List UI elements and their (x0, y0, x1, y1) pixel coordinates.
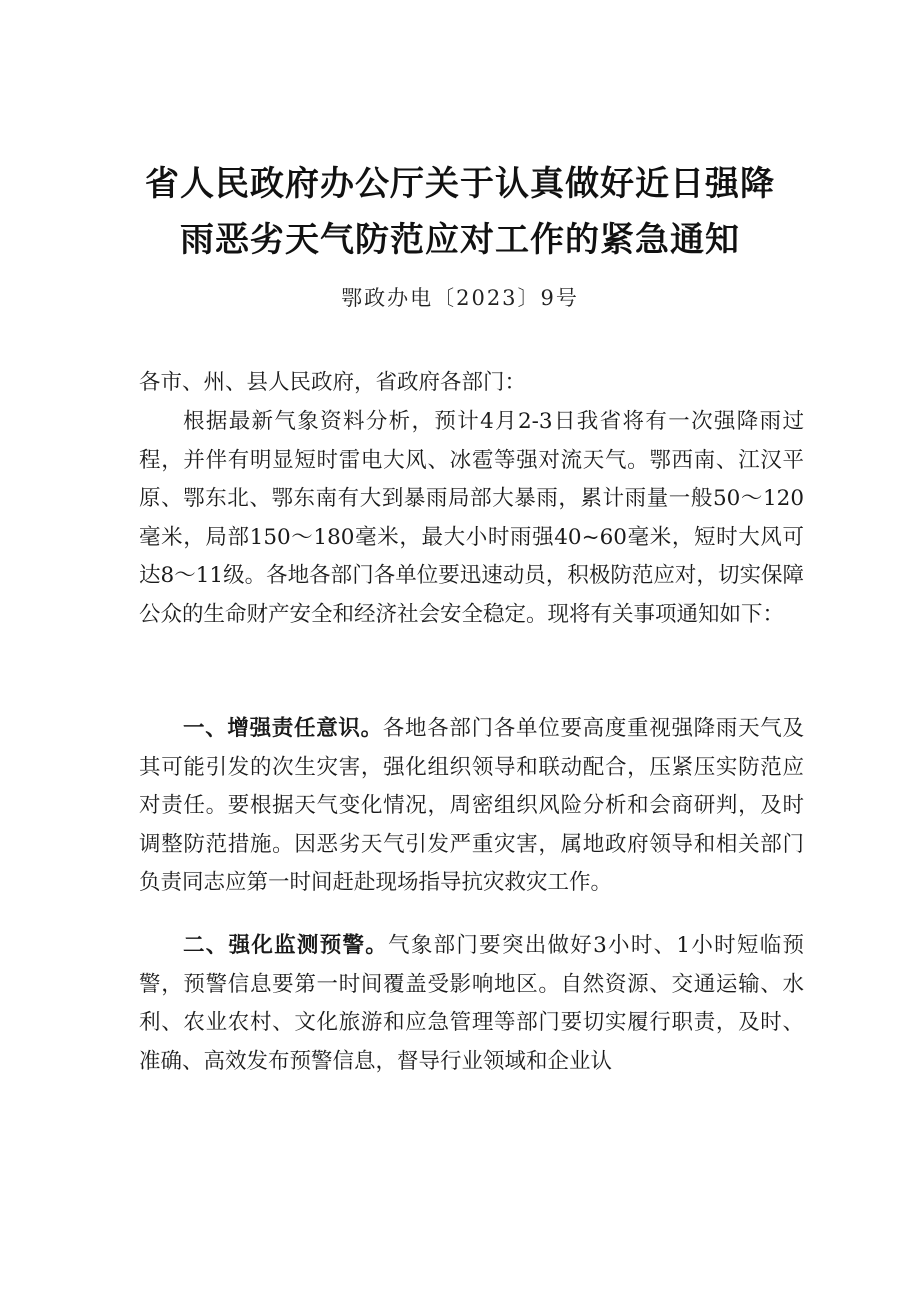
section-2-text: 气象部门要突出做好3小时、1小时短临预警，预警信息要第一时间覆盖受影响地区。自然资源、交通运输、水利、农业农村、文化旅游和应急管理等部门要切实履行职责，及时、准确、高效发布预警信息，督导行业领域和企业认 (139, 933, 804, 1074)
salutation: 各市、州、县人民政府，省政府各部门： (139, 370, 527, 395)
section-1-heading: 一、增强责任意识。 (183, 716, 383, 741)
document-title-line-2: 雨恶劣天气防范应对工作的紧急通知 (180, 220, 740, 260)
document-number: 鄂政办电〔2023〕9号 (341, 286, 579, 310)
section-1-text: 各地各部门各单位要高度重视强降雨天气及其可能引发的次生灾害，强化组织领导和联动配合，压紧压实防范应对责任。要根据天气变化情况，周密组织风险分析和会商研判，及时调整防范措施。因恶劣天气引发严重灾害，属地政府领导和相关部门负责同志应第一时间赶赴现场指导抗灾救灾工作。 (139, 716, 804, 895)
intro-paragraph-block (139, 403, 804, 634)
section-2-paragraph (139, 927, 804, 1081)
document-title-line-1: 省人民政府办公厅关于认真做好近日强降 (145, 164, 775, 204)
section-1-block (139, 710, 804, 903)
section-2-block (139, 927, 804, 1081)
section-2-heading: 二、强化监测预警。 (183, 933, 389, 958)
intro-paragraph: 根据最新气象资料分析，预计4月2-3日我省将有一次强降雨过程，并伴有明显短时雷电大风、冰雹等强对流天气。鄂西南、江汉平原、鄂东北、鄂东南有大到暴雨局部大暴雨，累计雨量一般50～120毫米，局部150～180毫米，最大小时雨强40~60毫米，短时大风可达8～11级。各地各部门各单位要迅速动员，积极防范应对，切实保障公众的生命财产安全和经济社会安全稳定。现将有关事项通知如下： (139, 409, 804, 627)
section-1-paragraph (139, 710, 804, 903)
